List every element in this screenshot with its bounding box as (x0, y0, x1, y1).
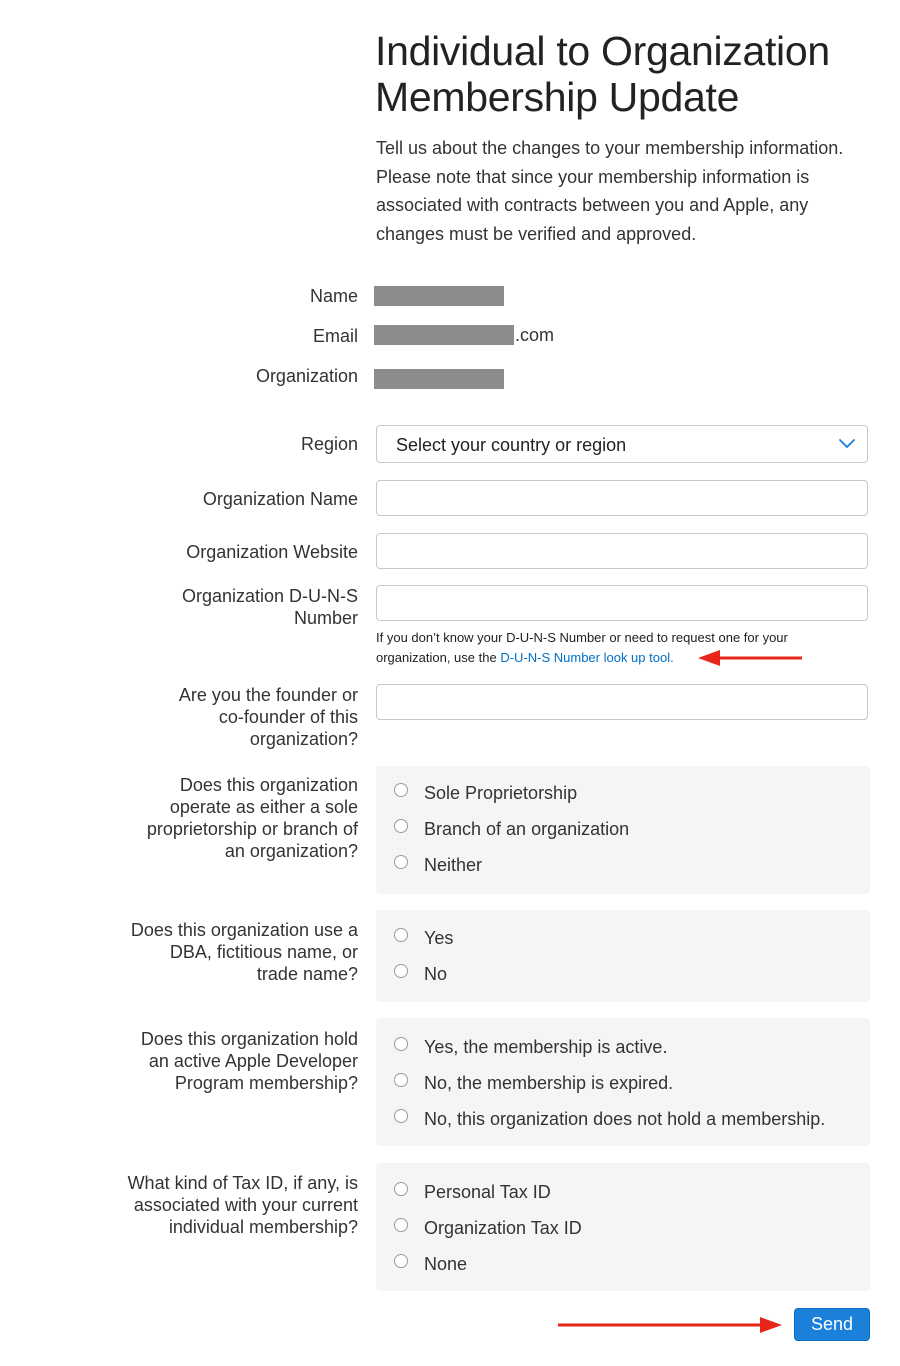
dba-label-line: Does this organization use a (130, 920, 358, 940)
duns-label-line: Organization D-U-N-S (181, 586, 358, 606)
page-title: Individual to Organization Membership Update (375, 28, 830, 120)
radio-button[interactable] (394, 928, 408, 942)
membership-label-line: Program membership? (174, 1073, 358, 1093)
radio-button[interactable] (394, 1254, 408, 1268)
send-button[interactable]: Send (794, 1308, 870, 1341)
founder-label (179, 684, 358, 750)
region-label: Region (300, 434, 358, 454)
name-label: Name (309, 286, 358, 306)
duns-lookup-link[interactable]: D-U-N-S Number look up tool. (500, 650, 674, 665)
founder-label-line: Are you the founder or (178, 685, 358, 705)
radio-label: No, the membership is expired. (424, 1073, 674, 1093)
radio-button[interactable] (394, 855, 408, 869)
membership-label-line: an active Apple Developer (148, 1051, 358, 1071)
radio-button[interactable] (394, 1073, 408, 1087)
intro-text: Tell us about the changes to your membership information. Please note that since your membership information is associated with contracts between you and Apple, any changes must be verified and approved. (376, 138, 844, 245)
dba-label-line: trade name? (256, 964, 358, 984)
founder-label-line: co-founder of this (218, 707, 358, 727)
duns-label (182, 585, 358, 629)
dba-label (131, 919, 358, 985)
dba-label-line: DBA, fictitious name, or (169, 942, 358, 962)
duns-hint-line: If you don’t know your D-U-N-S Number or need to request one for your (376, 630, 788, 645)
radio-button[interactable] (394, 1182, 408, 1196)
structure-label-line: Does this organization (179, 775, 358, 795)
taxid-radio-group (376, 1163, 870, 1291)
founder-label-line: organization? (249, 729, 358, 749)
org-name-label: Organization Name (202, 489, 358, 509)
radio-button[interactable] (394, 1218, 408, 1232)
structure-label-line: proprietorship or branch of (146, 819, 358, 839)
duns-input[interactable] (376, 585, 868, 621)
taxid-label-line: individual membership? (168, 1217, 358, 1237)
duns-label-line: Number (293, 608, 358, 628)
radio-label: No, this organization does not hold a membership. (424, 1109, 826, 1129)
radio-button[interactable] (394, 783, 408, 797)
dba-radio-group (376, 910, 870, 1002)
structure-radio-group (376, 766, 870, 894)
organization-label: Organization (255, 366, 358, 386)
structure-label-line: operate as either a sole (169, 797, 358, 817)
duns-hint-prefix: organization, use the (376, 650, 501, 665)
radio-label: Personal Tax ID (424, 1182, 551, 1202)
radio-label: Sole Proprietorship (424, 783, 578, 803)
radio-button[interactable] (394, 1109, 408, 1123)
taxid-label (128, 1172, 358, 1238)
radio-label: Organization Tax ID (424, 1218, 582, 1238)
organization-redacted (374, 369, 504, 389)
structure-label (147, 774, 358, 862)
radio-label: Yes, the membership is active. (424, 1037, 668, 1057)
email-redacted (374, 325, 514, 345)
region-select-value: Select your country or region (396, 435, 627, 455)
email-suffix: .com (515, 325, 555, 345)
taxid-label-line: associated with your current (133, 1195, 358, 1215)
email-label: Email (312, 326, 358, 346)
membership-label (141, 1028, 358, 1094)
org-website-label: Organization Website (186, 542, 358, 562)
org-name-input[interactable] (376, 480, 868, 516)
membership-radio-group (376, 1018, 870, 1146)
chevron-down-icon (837, 434, 857, 454)
radio-label: No (424, 964, 448, 984)
radio-button[interactable] (394, 819, 408, 833)
org-website-input[interactable] (376, 533, 868, 569)
radio-button[interactable] (394, 964, 408, 978)
region-select[interactable] (376, 425, 868, 463)
radio-button[interactable] (394, 1037, 408, 1051)
radio-label: None (424, 1254, 468, 1274)
structure-label-line: an organization? (224, 841, 358, 861)
name-redacted (374, 286, 504, 306)
radio-label: Neither (424, 855, 483, 875)
membership-label-line: Does this organization hold (140, 1029, 358, 1049)
founder-input[interactable] (376, 684, 868, 720)
radio-label: Branch of an organization (424, 819, 630, 839)
annotation-arrow-icon (556, 1314, 786, 1336)
taxid-label-line: What kind of Tax ID, if any, is (127, 1173, 358, 1193)
radio-label: Yes (424, 928, 454, 948)
annotation-arrow-icon (696, 647, 806, 669)
